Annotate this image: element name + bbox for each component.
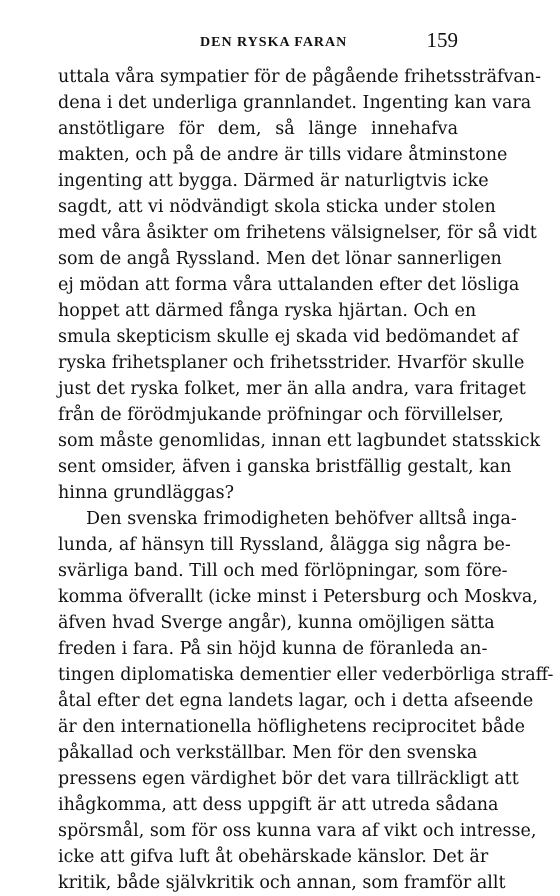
text-line: med våra åsikter om frihetens välsignelser, för så vidt <box>58 223 537 243</box>
text-line: ihågkomma, att dess uppgift är att utreda sådana <box>58 795 499 815</box>
text-line: ej mödan att forma våra uttalanden efter det lösliga <box>58 275 520 295</box>
text-line: lunda, af hänsyn till Ryssland, ålägga sig några be- <box>58 535 511 555</box>
text-line: just det ryska folket, mer än alla andra, vara fritaget <box>58 379 526 399</box>
text-line: från de förödmjukande pröfningar och förvillelser, <box>58 405 504 425</box>
text-line: anstötligare för dem, så länge innehafva <box>58 119 458 139</box>
text-line: ingenting att bygga. Därmed är naturligtvis icke <box>58 171 489 191</box>
body-text <box>58 64 554 896</box>
text-line: påkallad och verkställbar. Men för den svenska <box>58 743 478 763</box>
text-line: Den svenska frimodigheten behöfver alltså inga- <box>86 509 517 529</box>
text-line: åtal efter det egna landets lagar, och i detta afseende <box>58 691 534 711</box>
text-line: smula skepticism skulle ej skada vid bedömandet af <box>58 327 519 347</box>
text-line: sent omsider, äfven i ganska bristfällig gestalt, kan <box>58 457 512 477</box>
text-line: icke att gifva luft åt obehärskade känslor. Det är <box>58 847 489 867</box>
text-line: pressens egen värdighet bör det vara tillräckligt att <box>58 769 519 789</box>
text-line: ryska frihetsplaner och frihetsstrider. Hvarför skulle <box>58 353 525 373</box>
text-line: som måste genomlidas, innan ett lagbundet statsskick <box>58 431 541 451</box>
text-line: komma öfverallt (icke minst i Petersburg och Moskva, <box>58 587 538 607</box>
text-line: tingen diplomatiska dementier eller vederbörliga straff- <box>58 665 554 685</box>
page-number: 159 <box>426 28 458 52</box>
text-line: är den internationella höflighetens reciprocitet både <box>58 717 525 737</box>
text-line: makten, och på de andre är tills vidare åtminstone <box>58 145 508 165</box>
text-line: uttala våra sympatier för de pågående frihetssträfvan- <box>58 67 542 87</box>
text-line: hinna grundläggas? <box>58 483 234 503</box>
text-line: äfven hvad Sverge angår), kunna omöjligen sätta <box>58 613 495 633</box>
running-head <box>58 28 458 58</box>
text-line: svärliga band. Till och med förlöpningar, som före- <box>58 561 508 581</box>
chapter-title: DEN RYSKA FARAN <box>200 35 348 50</box>
text-line: som de angå Ryssland. Men det lönar sannerligen <box>58 249 502 269</box>
text-line: spörsmål, som för oss kunna vara af vikt och intresse, <box>58 821 537 841</box>
text-line: sagdt, att vi nödvändigt skola sticka under stolen <box>58 197 496 217</box>
text-line: freden i fara. På sin höjd kunna de föranleda an- <box>58 639 488 659</box>
text-line: kritik, både självkritik och annan, som framför allt <box>58 873 506 893</box>
text-line: hoppet att därmed fånga ryska hjärtan. Och en <box>58 301 477 321</box>
text-line: dena i det underliga grannlandet. Ingenting kan vara <box>58 93 532 113</box>
